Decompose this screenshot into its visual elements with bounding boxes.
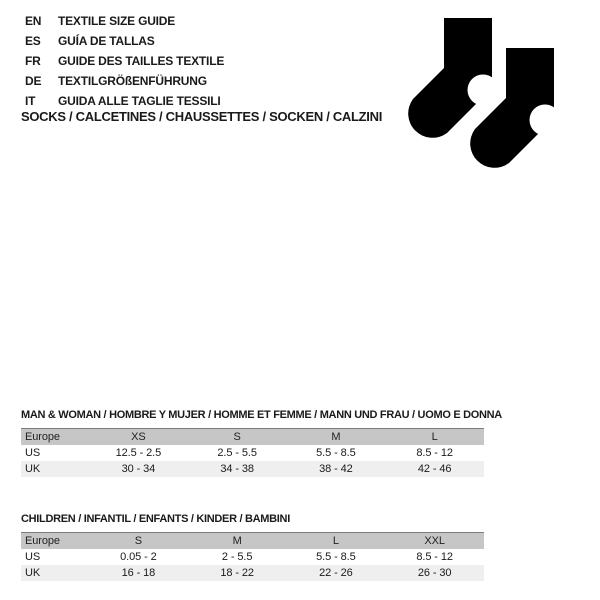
- language-code: EN: [25, 14, 42, 28]
- column-header: M: [331, 431, 341, 443]
- socks-icon: [405, 18, 565, 174]
- column-header: XS: [131, 431, 146, 443]
- size-cell: 0.05 - 2: [120, 551, 157, 563]
- language-label: GUÍA DE TALLAS: [58, 34, 155, 48]
- table-title-adults: MAN & WOMAN / HOMBRE Y MUJER / HOMME ET FEMME / MANN UND FRAU / UOMO E DONNA: [21, 409, 502, 421]
- table-row: [21, 565, 484, 581]
- column-header: Europe: [25, 535, 60, 547]
- row-label: US: [25, 447, 41, 459]
- column-header: L: [332, 535, 339, 547]
- category-title: SOCKS / CALCETINES / CHAUSSETTES / SOCKEN / CALZINI: [21, 109, 383, 124]
- size-table-children: [21, 532, 484, 581]
- column-header: XXL: [424, 535, 445, 547]
- table-header-row: [21, 533, 484, 550]
- size-cell: 2 - 5.5: [221, 551, 253, 563]
- language-label: GUIDE DES TAILLES TEXTILE: [58, 54, 225, 68]
- size-cell: 5.5 - 8.5: [316, 551, 356, 563]
- column-header: M: [232, 535, 242, 547]
- table-header-row: [21, 429, 484, 446]
- table-row: [21, 445, 484, 461]
- language-code: FR: [25, 54, 41, 68]
- language-label: TEXTILGRÖßENFÜHRUNG: [58, 74, 207, 88]
- language-row: [25, 71, 224, 91]
- size-cell: 38 - 42: [319, 463, 353, 475]
- language-row: [25, 31, 224, 51]
- size-cell: 16 - 18: [121, 567, 156, 579]
- row-label: UK: [25, 567, 41, 579]
- size-cell: 42 - 46: [417, 463, 452, 475]
- size-cell: 30 - 34: [121, 463, 156, 475]
- language-row: [25, 51, 224, 71]
- size-cell: 2.5 - 5.5: [217, 447, 257, 459]
- size-cell: 8.5 - 12: [416, 447, 453, 459]
- language-label: TEXTILE SIZE GUIDE: [58, 14, 176, 28]
- row-label: US: [25, 551, 41, 563]
- row-label: UK: [25, 463, 41, 475]
- size-cell: 26 - 30: [417, 567, 452, 579]
- column-header: L: [431, 431, 438, 443]
- size-cell: 34 - 38: [220, 463, 254, 475]
- size-table-adults: [21, 428, 484, 477]
- table-row: [21, 549, 484, 565]
- column-header: Europe: [25, 431, 60, 443]
- language-row: [25, 91, 224, 111]
- language-list: [25, 11, 224, 111]
- language-row: [25, 11, 224, 31]
- column-header: S: [233, 431, 241, 443]
- size-cell: 8.5 - 12: [416, 551, 453, 563]
- table-title-children: CHILDREN / INFANTIL / ENFANTS / KINDER / BAMBINI: [21, 513, 290, 525]
- table-row: [21, 461, 484, 477]
- size-cell: 18 - 22: [220, 567, 254, 579]
- language-code: DE: [25, 74, 42, 88]
- language-label: GUIDA ALLE TAGLIE TESSILI: [58, 94, 221, 108]
- language-code: ES: [25, 34, 41, 48]
- language-code: IT: [25, 94, 36, 108]
- column-header: S: [134, 535, 142, 547]
- size-cell: 5.5 - 8.5: [316, 447, 356, 459]
- size-cell: 22 - 26: [319, 567, 353, 579]
- size-cell: 12.5 - 2.5: [115, 447, 162, 459]
